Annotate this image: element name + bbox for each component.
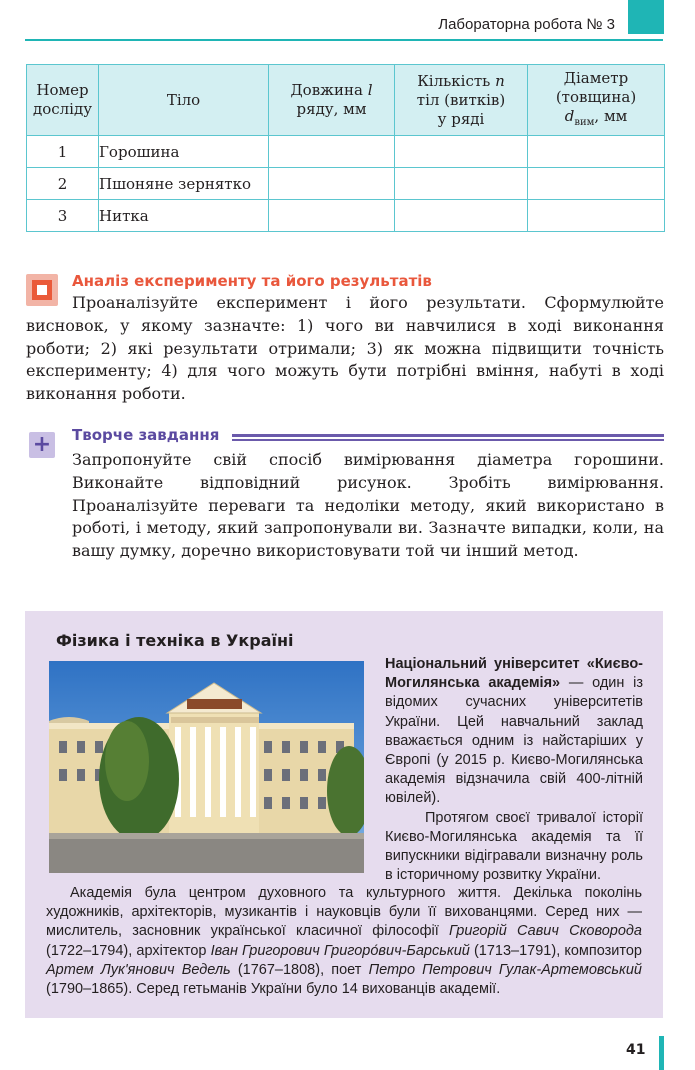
cell-length (269, 200, 395, 232)
cell-number: 2 (27, 168, 99, 200)
cell-count (395, 168, 528, 200)
info-box-title: Фізика і техніка в Україні (56, 631, 294, 650)
academy-building-photo (49, 661, 364, 873)
creative-heading-rule (232, 434, 664, 437)
plus-icon: + (29, 432, 55, 458)
cell-body: Нитка (99, 200, 269, 232)
header-accent-block (628, 0, 664, 34)
header-divider (25, 39, 663, 41)
cell-length (269, 168, 395, 200)
cell-body: Горошина (99, 136, 269, 168)
analysis-heading: Аналіз експерименту та його результатів (72, 272, 432, 290)
col-header-count: Кількість n тіл (витків) у ряді (395, 65, 528, 136)
academy-alumni-text: Академія була центром духовного та культурного життя. Декілька поколінь художників, архітекторів, музикантів і науковців були її вихованцями. Серед них — мислитель, засновник української класичної філософії Григорій Савич Сковорода (1722–1794), архітектор Іван Григорович Григоро́вич-Барський (1713–1791), композитор Артем Лук'янович Ведель (1767–1808), поет Петро Петрович Гулак-Артемовський (1790–1865). Серед гетьманів України було 14 вихованців академії. (46, 885, 642, 998)
page-number: 41 (626, 1042, 646, 1058)
cell-number: 1 (27, 136, 99, 168)
academy-description (385, 655, 643, 885)
academy-name: Національний університет «Києво-Могилянська академія» (385, 656, 643, 692)
creative-text: Запропонуйте свій спосіб вимірювання діаметра горошини. Виконайте відповідний рисунок. Зробіть вимірювання. Проаналізуйте переваги та недоліки методу, який використано в роботі, і методу, який запропонували ви. Зазначте випадки, коли, на вашу думку, доречно використовувати той чи інший метод. (72, 450, 664, 561)
cell-number: 3 (27, 200, 99, 232)
cell-body: Пшоняне зернятко (99, 168, 269, 200)
col-header-number: Номер досліду (27, 65, 99, 136)
page-number-bar (659, 1036, 664, 1070)
col-header-body: Тіло (99, 65, 269, 136)
creative-heading-rule (232, 439, 664, 441)
table-row (27, 168, 665, 200)
col-header-length: Довжина l ряду, мм (269, 65, 395, 136)
cell-length (269, 136, 395, 168)
analysis-text: Проаналізуйте експеримент і його результати. Сформулюйте висновок, у якому зазначте: 1) чого ви навчилися в ході виконання роботи; 2) які результати отримали; 3) як можна підвищити точність експерименту; 4) для чого можуть бути потрібні вміння, набуті в ході виконання роботи. (26, 293, 664, 404)
table-row (27, 200, 665, 232)
person-name: Григорій Савич Сковорода (449, 923, 642, 940)
person-name: Петро Петрович Гулак-Артемовський (368, 961, 642, 978)
cell-diameter (528, 168, 665, 200)
info-box (25, 611, 663, 1018)
running-header: Лабораторна робота № 3 (438, 16, 615, 33)
cell-diameter (528, 200, 665, 232)
academy-intro: — один із відомих сучасних університетів України. Цей навчальний заклад вважається одним із найстаріших у Європі (у 2015 р. Києво-Могилянська академія відзначила свій 400-літній ювілей). (385, 675, 643, 807)
table-header-row (27, 65, 665, 136)
cell-count (395, 136, 528, 168)
cell-diameter (528, 136, 665, 168)
col-header-diameter: Діаметр (товщина) $d_{вим}$, мм (528, 65, 665, 136)
creative-heading: Творче завдання (72, 426, 220, 444)
academy-history: Протягом своєї тривалої історії Києво-Могилянська академія та її випускники відігравали визначну роль в історичному розвитку України. (385, 809, 643, 884)
cell-count (395, 200, 528, 232)
experiment-table (26, 64, 665, 232)
table-row (27, 136, 665, 168)
person-name: Артем Лук'янович Ведель (46, 961, 231, 978)
person-name: Іван Григорович Григоро́вич-Барський (210, 942, 470, 959)
